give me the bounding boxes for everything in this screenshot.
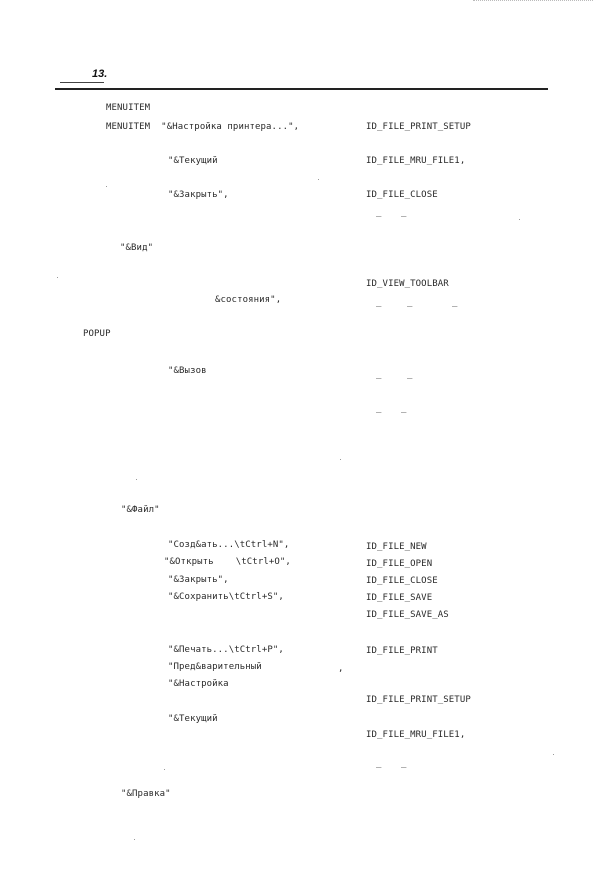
separator-dash: _ bbox=[407, 370, 413, 380]
separator-dash: _ bbox=[376, 208, 382, 218]
page-number: 13. bbox=[92, 68, 108, 80]
code-line: "Пред&варительный bbox=[168, 662, 262, 672]
code-line: "&Закрыть", bbox=[168, 190, 229, 200]
separator-dash: _ bbox=[401, 759, 407, 769]
code-id: ID_FILE_NEW bbox=[366, 542, 427, 552]
code-line: "&Текущий bbox=[168, 714, 218, 724]
code-line: "Созд&ать...\tCtrl+N", bbox=[168, 540, 290, 550]
page-number-underline bbox=[60, 82, 104, 83]
scan-speck bbox=[106, 186, 107, 187]
separator-dash: _ bbox=[376, 370, 382, 380]
code-line: "&Печать...\tCtrl+P", bbox=[168, 645, 284, 655]
scan-speck bbox=[519, 219, 520, 220]
code-line: "&Вид" bbox=[120, 243, 154, 253]
header-rule bbox=[55, 88, 548, 90]
code-line: MENUITEM bbox=[106, 103, 151, 113]
scan-speck bbox=[340, 459, 341, 460]
code-line: "&Вызов bbox=[168, 366, 207, 376]
code-punct: , bbox=[338, 664, 344, 674]
scan-speck bbox=[553, 754, 554, 755]
scan-speck bbox=[136, 479, 137, 480]
separator-dash: _ bbox=[376, 404, 382, 414]
scan-speck bbox=[164, 769, 165, 770]
scan-speck bbox=[134, 839, 135, 840]
code-line: "&Текущий bbox=[168, 156, 218, 166]
scan-speck bbox=[318, 179, 319, 180]
code-id: ID_FILE_PRINT_SETUP bbox=[366, 695, 471, 705]
code-id: ID_FILE_SAVE bbox=[366, 593, 433, 603]
header-rule-top bbox=[473, 0, 593, 5]
separator-dash: _ bbox=[376, 298, 382, 308]
code-id: ID_FILE_CLOSE bbox=[366, 576, 438, 586]
code-line: "&Открыть \tCtrl+O", bbox=[164, 557, 291, 567]
code-line: "&Закрыть", bbox=[168, 575, 229, 585]
code-id: ID_FILE_CLOSE bbox=[366, 190, 438, 200]
code-id: ID_FILE_SAVE_AS bbox=[366, 610, 449, 620]
separator-dash: _ bbox=[376, 759, 382, 769]
separator-dash: _ bbox=[452, 298, 458, 308]
separator-dash: _ bbox=[401, 208, 407, 218]
separator-dash: _ bbox=[401, 404, 407, 414]
code-line: "&Правка" bbox=[121, 789, 171, 799]
code-id: ID_VIEW_TOOLBAR bbox=[366, 279, 449, 289]
code-line: "&Сохранить\tCtrl+S", bbox=[168, 592, 284, 602]
code-line: &состояния", bbox=[215, 295, 282, 305]
code-line: MENUITEM "&Настройка принтера...", bbox=[106, 122, 300, 132]
scan-speck bbox=[57, 277, 58, 278]
code-line: "&Файл" bbox=[121, 505, 160, 515]
code-line: POPUP bbox=[83, 329, 111, 339]
code-id: ID_FILE_MRU_FILE1, bbox=[366, 730, 466, 740]
code-id: ID_FILE_OPEN bbox=[366, 559, 433, 569]
separator-dash: _ bbox=[407, 298, 413, 308]
code-line: "&Настройка bbox=[168, 679, 229, 689]
code-id: ID_FILE_MRU_FILE1, bbox=[366, 156, 466, 166]
code-id: ID_FILE_PRINT bbox=[366, 646, 438, 656]
code-id: ID_FILE_PRINT_SETUP bbox=[366, 122, 471, 132]
